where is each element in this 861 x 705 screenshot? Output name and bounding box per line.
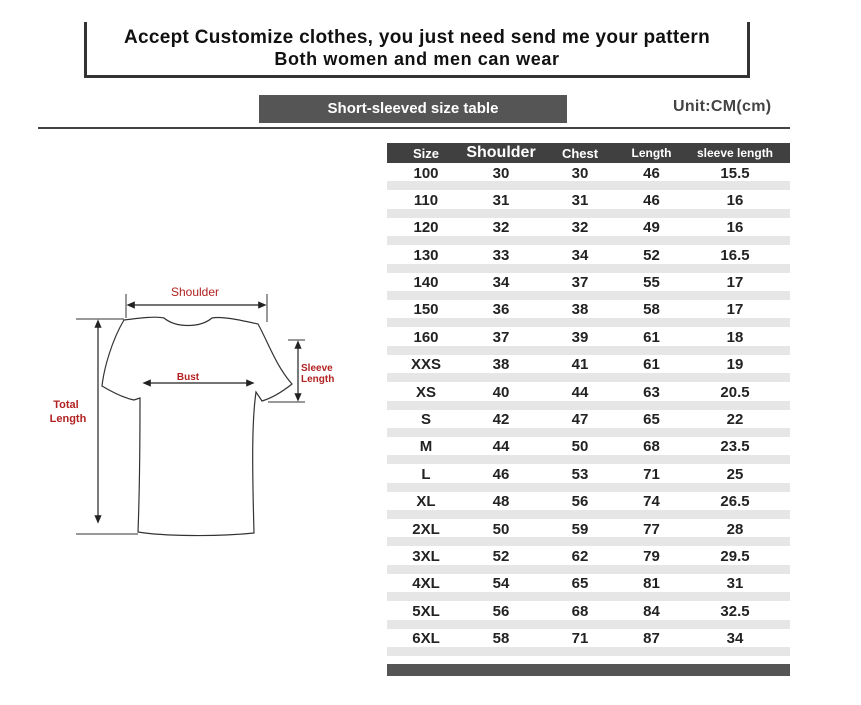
cell-sleeve-length: 17 [726, 301, 744, 319]
cell-length: 81 [643, 575, 660, 593]
table-row [387, 273, 790, 300]
cell-shoulder: 58 [492, 630, 510, 648]
cell-shoulder: 56 [492, 602, 510, 620]
cell-size: 4XL [412, 575, 440, 593]
cell-shoulder: 54 [492, 575, 510, 593]
table-footer-bar [387, 664, 790, 676]
cell-shoulder: 52 [492, 547, 510, 565]
cell-length: 74 [643, 493, 660, 511]
shoulder-label: Shoulder [170, 285, 220, 299]
cell-chest: 50 [571, 438, 589, 456]
table-row [387, 163, 790, 190]
cell-size: 160 [413, 328, 439, 346]
cell-length: 84 [643, 602, 660, 620]
cell-size: 110 [413, 191, 439, 209]
unit-label: Unit:CM(cm) [673, 98, 772, 115]
table-header [387, 143, 790, 163]
row-cells [387, 410, 790, 430]
tshirt-measurement-diagram [40, 280, 360, 550]
cell-size: L [421, 465, 431, 483]
row-cells [387, 437, 790, 457]
row-cells [387, 574, 790, 594]
cell-size: 100 [413, 164, 439, 182]
table-row [387, 601, 790, 628]
cell-shoulder: 34 [492, 274, 510, 292]
row-cells [387, 546, 790, 566]
table-row [387, 382, 790, 409]
column-header-shoulder: Shoulder [466, 144, 536, 161]
row-cells [387, 300, 790, 320]
cell-size: 6XL [412, 630, 440, 648]
row-cells [387, 327, 790, 347]
cell-chest: 56 [571, 493, 589, 511]
cell-size: XXS [410, 356, 441, 374]
cell-length: 87 [643, 630, 660, 648]
row-cells [387, 190, 790, 210]
row-cells [387, 245, 790, 265]
table-row [387, 355, 790, 382]
cell-sleeve-length: 26.5 [720, 493, 750, 511]
cell-shoulder: 31 [492, 191, 510, 209]
column-header-chest: Chest [561, 145, 599, 161]
column-header-size: Size [412, 145, 439, 161]
total-label-1: Total [53, 399, 79, 411]
cell-shoulder: 38 [492, 356, 510, 374]
table-row [387, 300, 790, 327]
table-row [387, 574, 790, 601]
table-row [387, 464, 790, 491]
table-row [387, 629, 790, 656]
cell-chest: 47 [571, 411, 589, 429]
cell-shoulder: 40 [492, 383, 510, 401]
total-label-2: Length [49, 413, 87, 425]
row-cells [387, 601, 790, 621]
cell-size: 140 [413, 274, 439, 292]
cell-length: 79 [643, 547, 660, 565]
cell-shoulder: 36 [492, 301, 510, 319]
cell-length: 58 [643, 301, 660, 319]
cell-chest: 34 [571, 246, 589, 264]
cell-shoulder: 33 [492, 246, 510, 264]
cell-shoulder: 37 [492, 328, 510, 346]
cell-chest: 39 [571, 328, 589, 346]
cell-sleeve-length: 32.5 [720, 602, 750, 620]
row-cells [387, 464, 790, 484]
cell-sleeve-length: 20.5 [720, 383, 750, 401]
cell-sleeve-length: 22 [726, 411, 744, 429]
cell-length: 55 [643, 274, 660, 292]
cell-shoulder: 44 [492, 438, 510, 456]
cell-sleeve-length: 16 [726, 219, 744, 237]
cell-chest: 32 [571, 219, 589, 237]
table-row [387, 327, 790, 354]
row-cells [387, 355, 790, 375]
cell-chest: 59 [571, 520, 589, 538]
cell-chest: 71 [571, 630, 589, 648]
row-cells [387, 519, 790, 539]
column-header-sleeve-length: sleeve length [696, 146, 774, 160]
cell-sleeve-length: 17 [726, 274, 744, 292]
size-table [387, 143, 790, 676]
sleeve-label-1: Sleeve [301, 363, 333, 374]
table-row [387, 218, 790, 245]
row-cells [387, 218, 790, 238]
cell-size: XL [416, 493, 436, 511]
row-cells [387, 163, 790, 183]
cell-size: 130 [413, 246, 439, 264]
cell-length: 61 [643, 328, 660, 346]
cell-length: 68 [643, 438, 660, 456]
cell-chest: 65 [571, 575, 589, 593]
cell-length: 71 [643, 465, 660, 483]
row-cells [387, 382, 790, 402]
bust-label: Bust [176, 372, 200, 383]
tshirt-diagram-svg [40, 280, 360, 550]
cell-sleeve-length: 16 [726, 191, 744, 209]
cell-chest: 68 [571, 602, 589, 620]
cell-sleeve-length: 31 [726, 575, 744, 593]
cell-length: 46 [643, 191, 660, 209]
cell-length: 49 [643, 219, 660, 237]
cell-size: 3XL [412, 547, 440, 565]
row-cells [387, 273, 790, 293]
table-row [387, 492, 790, 519]
divider [38, 127, 790, 129]
cell-shoulder: 50 [492, 520, 510, 538]
table-row [387, 190, 790, 217]
cell-sleeve-length: 16.5 [720, 246, 750, 264]
table-row [387, 410, 790, 437]
cell-chest: 38 [571, 301, 589, 319]
cell-shoulder: 30 [492, 164, 510, 182]
cell-sleeve-length: 19 [726, 356, 744, 374]
row-cells [387, 629, 790, 649]
table-body [387, 163, 790, 656]
cell-shoulder: 42 [492, 411, 510, 429]
sleeve-label-2: Length [301, 374, 335, 385]
cell-chest: 53 [571, 465, 589, 483]
cell-sleeve-length: 25 [726, 465, 744, 483]
cell-sleeve-length: 34 [726, 630, 744, 648]
cell-chest: 30 [571, 164, 589, 182]
tshirt-outline [102, 317, 292, 535]
column-header-length: Length [631, 146, 672, 160]
cell-shoulder: 32 [492, 219, 510, 237]
table-row [387, 519, 790, 546]
cell-shoulder: 46 [492, 465, 510, 483]
cell-sleeve-length: 18 [726, 328, 744, 346]
cell-shoulder: 48 [492, 493, 510, 511]
cell-length: 46 [643, 164, 660, 182]
cell-size: 5XL [412, 602, 440, 620]
cell-length: 52 [643, 246, 660, 264]
header-line-1: Accept Customize clothes, you just need send me your pattern [123, 27, 710, 48]
size-table-title: Short-sleeved size table [259, 95, 567, 123]
table-row [387, 245, 790, 272]
cell-sleeve-length: 15.5 [720, 164, 750, 182]
cell-length: 65 [643, 411, 660, 429]
cell-sleeve-length: 28 [726, 520, 744, 538]
cell-size: 2XL [412, 520, 440, 538]
cell-length: 63 [643, 383, 660, 401]
cell-sleeve-length: 23.5 [720, 438, 750, 456]
table-row [387, 546, 790, 573]
cell-size: XS [415, 383, 436, 401]
cell-chest: 62 [571, 547, 589, 565]
cell-chest: 37 [571, 274, 589, 292]
cell-size: 150 [413, 301, 439, 319]
table-row [387, 437, 790, 464]
cell-chest: 31 [571, 191, 589, 209]
cell-chest: 41 [571, 356, 589, 374]
header-line-2: Both women and men can wear [274, 49, 560, 69]
cell-size: 120 [413, 219, 439, 237]
cell-chest: 44 [571, 383, 589, 401]
header-banner [84, 22, 750, 78]
cell-length: 77 [643, 520, 660, 538]
cell-size: M [419, 438, 433, 456]
cell-length: 61 [643, 356, 660, 374]
cell-size: S [420, 411, 431, 429]
row-cells [387, 492, 790, 512]
cell-sleeve-length: 29.5 [720, 547, 750, 565]
